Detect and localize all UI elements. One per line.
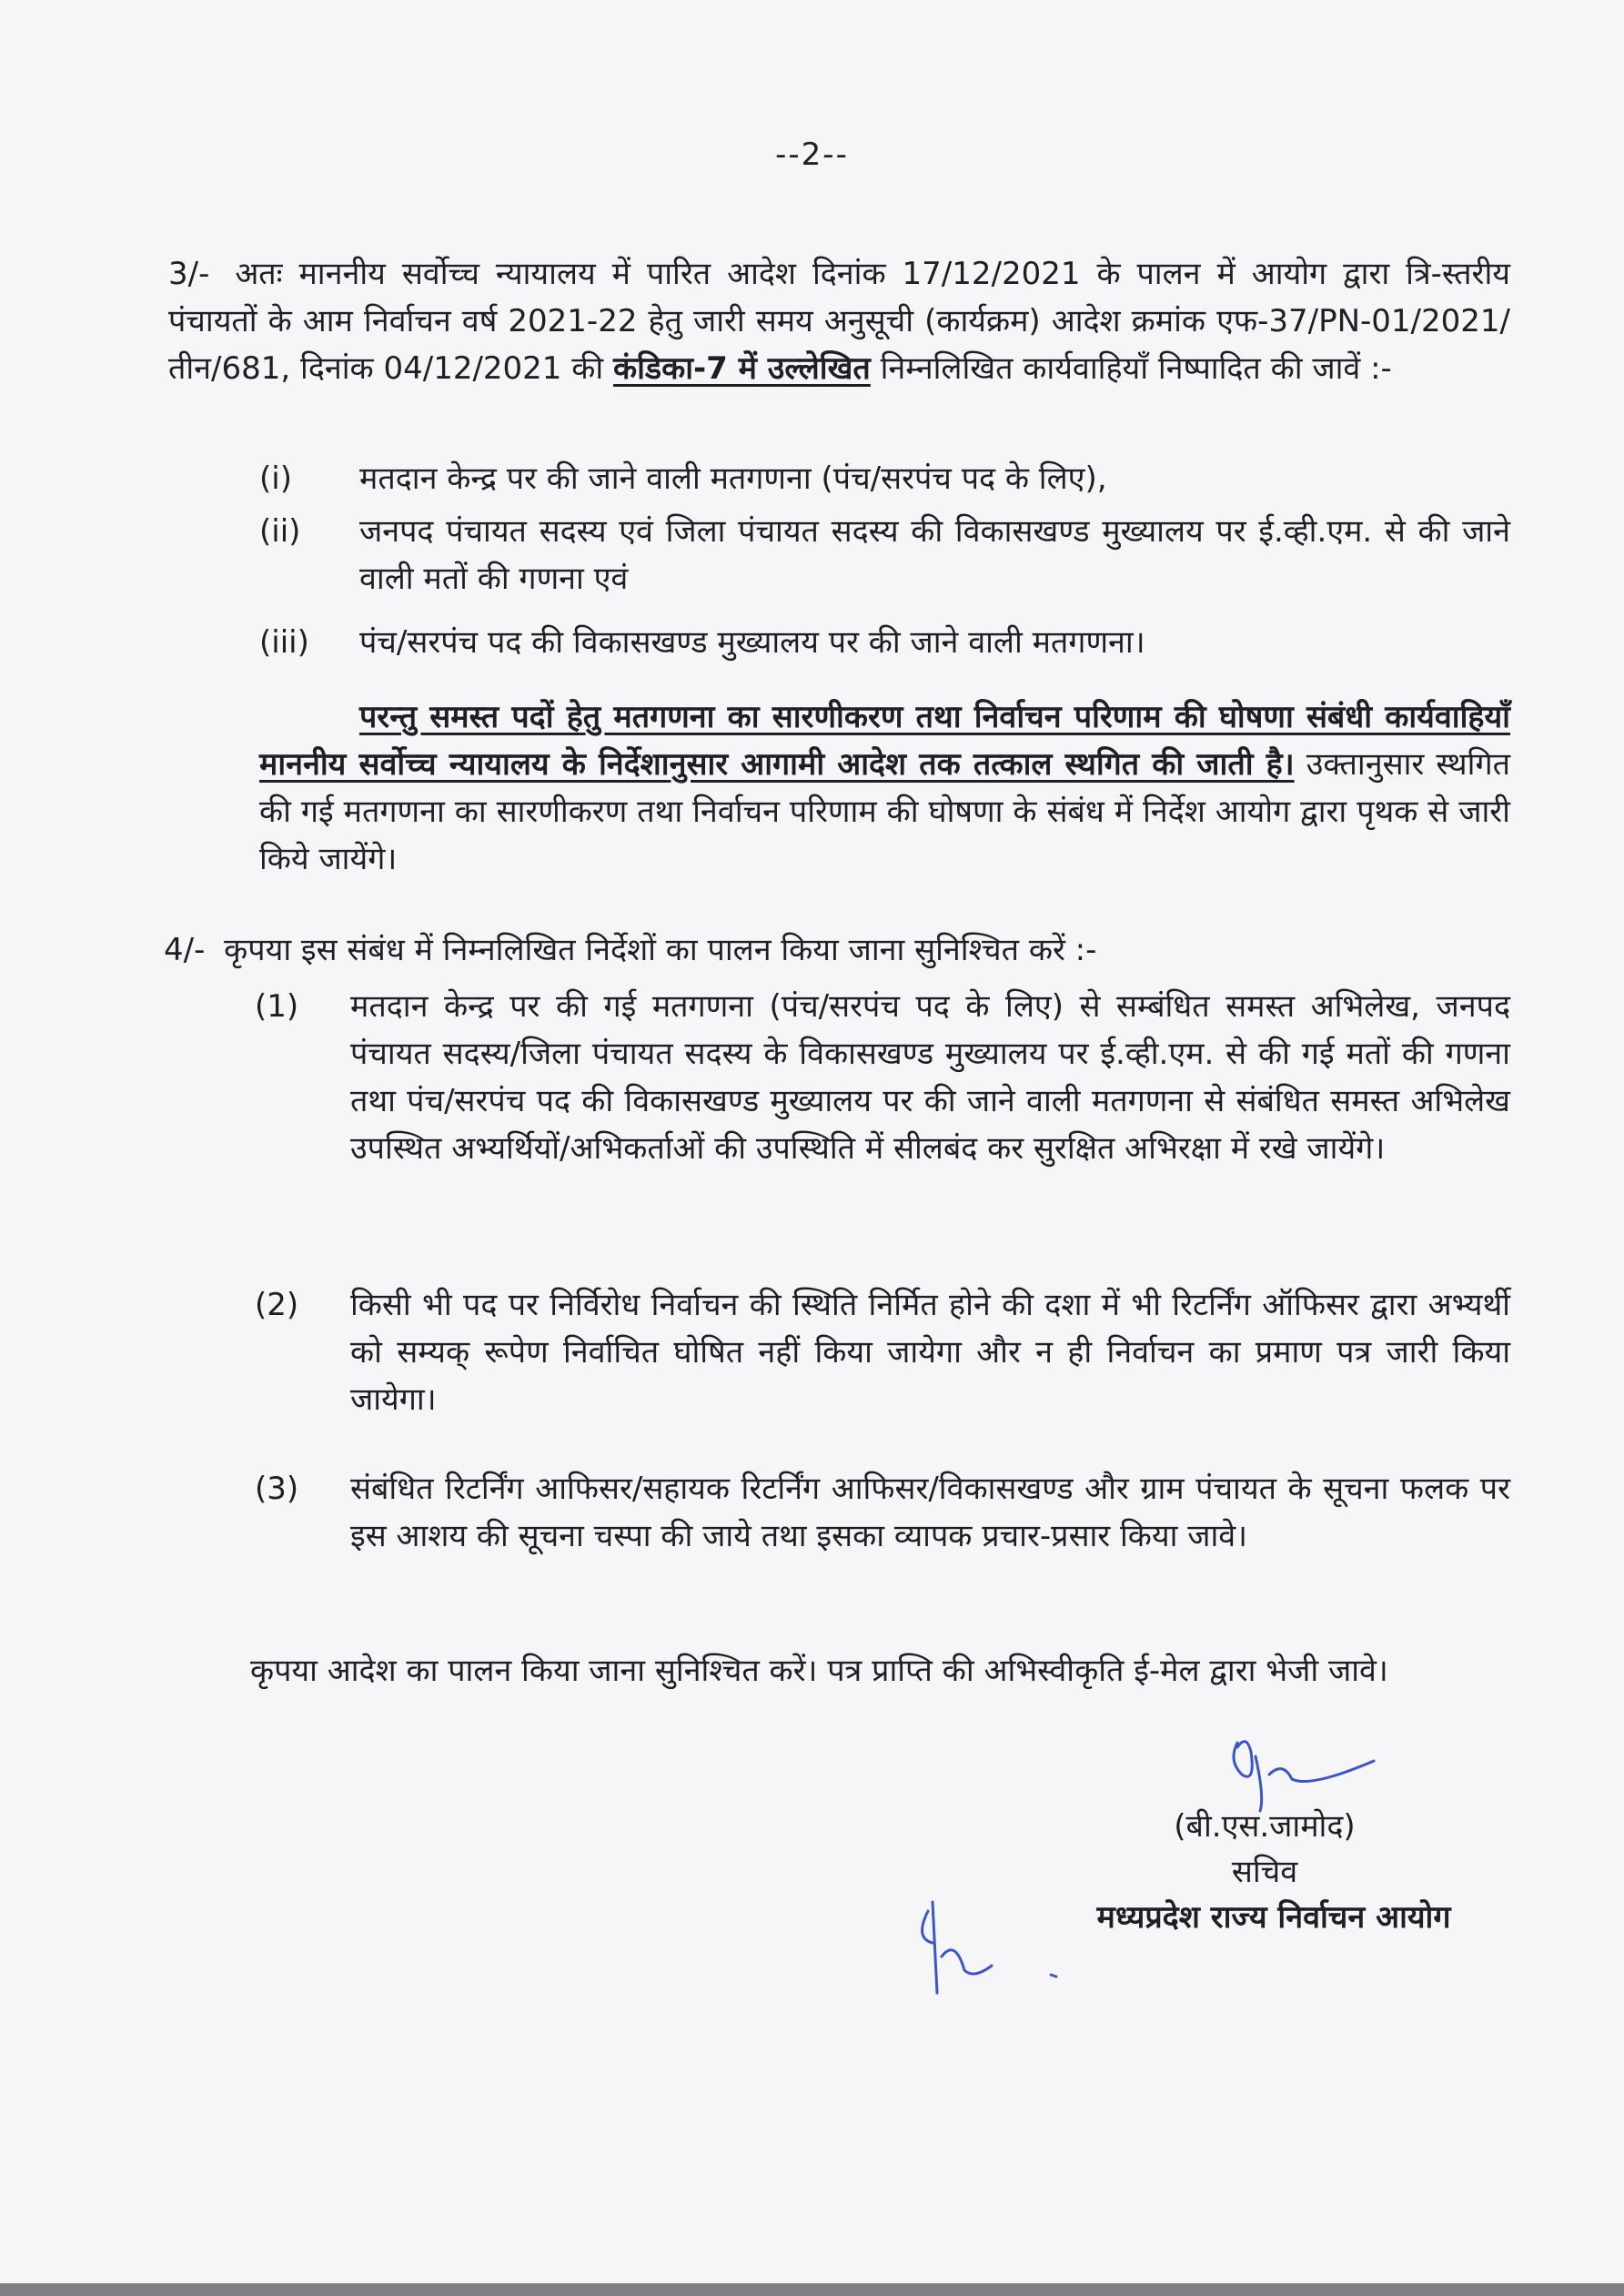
proviso-paragraph xyxy=(259,693,1510,883)
list-item-text: जनपद पंचायत सदस्य एवं जिला पंचायत सदस्य की विकासखण्ड मुख्यालय पर ई.व्ही.एम. से की जाने वाली मतों की गणना एवं xyxy=(359,513,1510,597)
list-item-marker: (ii) xyxy=(259,513,301,550)
paragraph-3 xyxy=(168,250,1510,392)
list-item-text: पंच/सरपंच पद की विकासखण्ड मुख्यालय पर की जाने वाली मतगणना। xyxy=(359,624,1145,661)
signatory-office: मध्यप्रदेश राज्य निर्वाचन आयोग xyxy=(1096,1899,1451,1936)
list-item-text: मतदान केन्द्र पर की जाने वाली मतगणना (पंच/सरपंच पद के लिए), xyxy=(359,460,1107,497)
list-item-text: संबंधित रिटर्निंग आफिसर/सहायक रिटर्निंग आफिसर/विकासखण्ड और ग्राम पंचायत के सूचना फलक पर इस आशय की सूचना चस्पा की जाये तथा इसका व्यापक प्रचार-प्रसार किया जावे। xyxy=(350,1471,1510,1554)
list-item-marker: (1) xyxy=(255,988,299,1025)
closing-paragraph: कृपया आदेश का पालन किया जाना सुनिश्चित करें। पत्र प्राप्ति की अभिस्वीकृति ई-मेल द्वारा भेजी जावे। xyxy=(250,1653,1388,1689)
list-item xyxy=(255,1281,1510,1427)
proviso-underlined-text: परन्तु समस्त पदों हेतु मतगणना का सारणीकरण तथा निर्वाचन परिणाम की घोषणा संबंधी कार्यवाहियाँ माननीय सर्वोच्च न्यायालय के निर्देशानुसार आगामी आदेश तक तत्काल स्थगित की जाती है। xyxy=(259,699,1510,783)
paragraph-4-label: 4/- xyxy=(164,932,206,968)
scan-bottom-edge xyxy=(0,2283,1624,2296)
paragraph-3-text-end: निम्नलिखित कार्यवाहियाँ निष्पादित की जावें :- xyxy=(880,350,1392,387)
page-number: --2-- xyxy=(775,137,849,173)
paragraph-4 xyxy=(164,926,1510,974)
list-item-text: किसी भी पद पर निर्विरोध निर्वाचन की स्थिति निर्मित होने की दशा में भी रिटर्निंग ऑफिसर द्वारा अभ्यर्थी को सम्यक् रूपेण निर्वाचित घोषित नहीं किया जायेगा और न ही निर्वाचन का प्रमाण पत्र जारी किया जायेगा। xyxy=(350,1287,1510,1418)
list-item xyxy=(259,508,1510,608)
list-item xyxy=(259,455,1510,506)
list-item xyxy=(255,983,1510,1274)
list-item-text: मतदान केन्द्र पर की गई मतगणना (पंच/सरपंच पद के लिए) से सम्बंधित समस्त अभिलेख, जनपद पंचायत सदस्य/जिला पंचायत सदस्य के विकासखण्ड मुख्यालय पर ई.व्ही.एम. से की गई मतों की गणना तथा पंच/सरपंच पद की विकासखण्ड मुख्यालय पर की जाने वाली मतगणना से संबंधित समस्त अभिलेख उपस्थित अभ्यर्थियों/अभिकर्ताओं की उपस्थिति में सीलबंद कर सुरक्षित अभिरक्षा में रखे जायेंगे। xyxy=(350,988,1510,1167)
list-item xyxy=(255,1465,1510,1611)
signatory-designation: सचिव xyxy=(1231,1854,1298,1890)
initials-mark xyxy=(905,1893,1078,2002)
list-item-marker: (2) xyxy=(255,1287,299,1323)
list-item-marker: (iii) xyxy=(259,624,309,661)
paragraph-3-text-start: अतः माननीय सर्वोच्च न्यायालय में पारित आदेश दिनांक 17/12/2021 के पालन में आयोग द्वारा त्रि-स्तरीय पंचायतों के आम निर्वाचन वर्ष 2021-22 हेतु जारी समय अनुसूची (कार्यक्रम) आदेश क्रमांक एफ-37/PN-01/2021/तीन/681, दिनांक 04/12/2021 की xyxy=(168,256,1510,387)
paragraph-4-text: कृपया इस संबंध में निम्नलिखित निर्देशों का पालन किया जाना सुनिश्चित करें :- xyxy=(224,932,1097,968)
signatory-name: (बी.एस.जामोद) xyxy=(1174,1808,1356,1845)
paragraph-3-label: 3/- xyxy=(168,256,210,292)
list-item-marker: (3) xyxy=(255,1471,299,1507)
list-item-marker: (i) xyxy=(259,460,292,497)
paragraph-3-underlined-reference: कंडिका-7 में उल्लेखित xyxy=(612,350,871,387)
proviso-rest-text: उक्तानुसार स्थगित की गई मतगणना का सारणीकरण तथा निर्वाचन परिणाम की घोषणा के संबंध में निर्देश आयोग द्वारा पृथक से जारी किये जायेंगे। xyxy=(259,746,1510,877)
list-item xyxy=(259,619,1510,670)
